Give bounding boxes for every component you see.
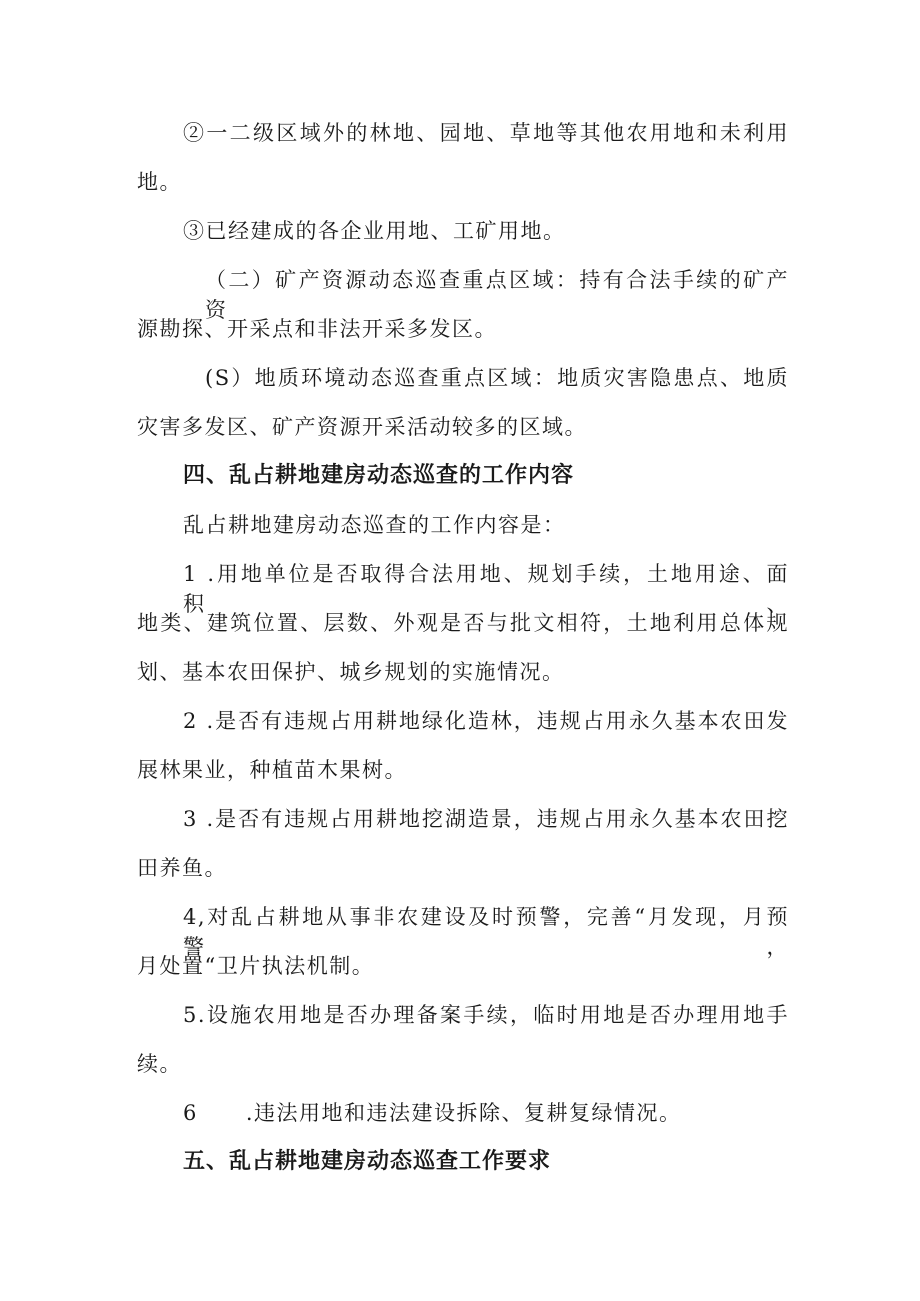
paragraph-line: 源勘探、开采点和非法开采多发区。 xyxy=(137,317,497,341)
list-item-line: 月处置“卫片执法机制。 xyxy=(137,954,375,978)
list-item-line: 4,对乱占耕地从事非农建设及时预警，完善“月发现，月预警， xyxy=(183,905,789,959)
list-item-line: 5.设施农用地是否办理备案手续，临时用地是否办理用地手 xyxy=(183,1003,789,1027)
paragraph-line: ②一二级区域外的林地、园地、草地等其他农用地和未利用 xyxy=(183,121,789,145)
paragraph-line: 灾害多发区、矿产资源开采活动较多的区域。 xyxy=(137,415,587,439)
list-item-line: 2 .是否有违规占用耕地绿化造林，违规占用永久基本农田发 xyxy=(183,709,789,733)
list-item-line: 续。 xyxy=(137,1052,182,1076)
list-item-line: 3 .是否有违规占用耕地挖湖造景，违规占用永久基本农田挖 xyxy=(183,807,789,831)
list-item-number: 6 xyxy=(183,1101,198,1125)
list-item-line: 划、基本农田保护、城乡规划的实施情况。 xyxy=(137,660,565,684)
paragraph-line: （二）矿产资源动态巡查重点区域：持有合法手续的矿产资 xyxy=(205,268,789,322)
paragraph-line: 地。 xyxy=(137,170,182,194)
list-item-line: 1 .用地单位是否取得合法用地、规划手续，土地用途、面积、 xyxy=(183,562,789,616)
paragraph-line: 乱占耕地建房动态巡查的工作内容是： xyxy=(183,513,566,537)
list-item-text: .违法用地和违法建设拆除、复耕复绿情况。 xyxy=(245,1101,682,1125)
section-heading-5: 五、乱占耕地建房动态巡查工作要求 xyxy=(183,1149,552,1174)
list-item-line: 地类、建筑位置、层数、外观是否与批文相符，土地利用总体规 xyxy=(137,611,789,635)
list-item-line: 田养鱼。 xyxy=(137,856,227,880)
list-item-line xyxy=(183,1098,789,1128)
list-item-line: 展林果业，种植苗木果树。 xyxy=(137,758,407,782)
paragraph-line: ③已经建成的各企业用地、工矿用地。 xyxy=(183,219,566,243)
paragraph-line: (S）地质环境动态巡查重点区域：地质灾害隐患点、地质 xyxy=(205,366,789,390)
section-heading-4: 四、乱占耕地建房动态巡查的工作内容 xyxy=(183,463,575,488)
